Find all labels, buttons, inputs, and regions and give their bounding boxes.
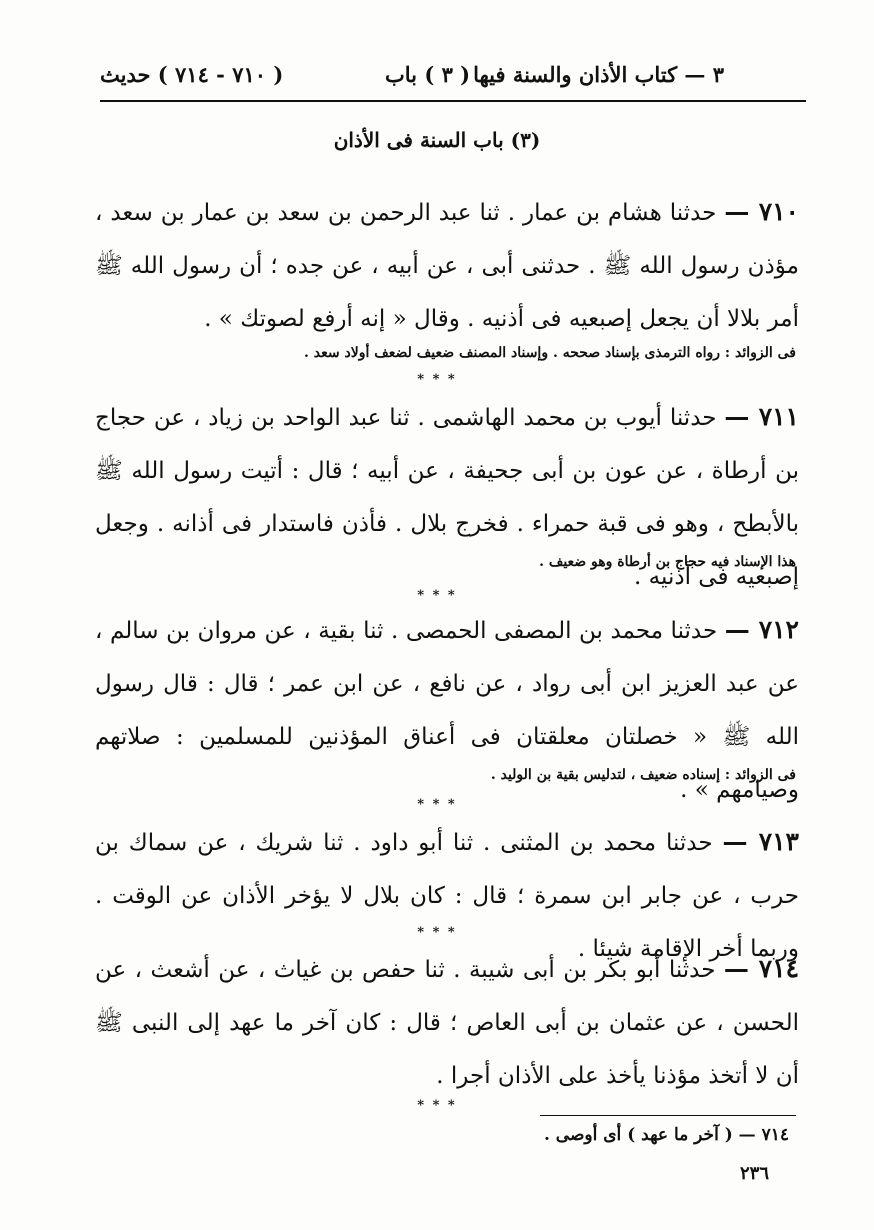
hadith-body: حدثنا محمد بن المثنى . ثنا أبو داود . ثنا شريك ، عن سماك بن حرب ، عن جابر ابن سمرة ؛ قال : كان بلال لا يؤخر الأذان عن الوقت . وربما أخر الإقامة شيئا . bbox=[95, 830, 799, 962]
footnote-divider bbox=[540, 1115, 796, 1116]
section-separator: * * * bbox=[417, 372, 457, 387]
section-separator: * * * bbox=[417, 797, 457, 812]
section-separator: * * * bbox=[417, 1098, 457, 1113]
hadith-number: ٧١٢ — bbox=[724, 615, 799, 644]
hadith-710-note: فى الزوائد : رواه الترمذى بإسناد صححه . وإسناد المصنف ضعيف لضعف أولاد سعد . bbox=[304, 345, 796, 361]
chapter-title: (٣) باب السنة فى الأذان bbox=[333, 128, 541, 152]
hadith-714 bbox=[95, 942, 799, 1103]
hadith-number: ٧١٠ — bbox=[724, 197, 799, 226]
hadith-number: ٧١١ — bbox=[724, 402, 799, 431]
running-title: ٣ — كتاب الأذان والسنة فيها bbox=[473, 62, 724, 87]
page-number: ٢٣٦ bbox=[739, 1163, 769, 1184]
hadith-number: ٧١٤ — bbox=[723, 954, 800, 983]
footnote: ٧١٤ — ( آخر ما عهد ) أى أوصى . bbox=[543, 1125, 789, 1145]
header-hadith-range: ( ٧١٠ - ٧١٤ ) حديث bbox=[100, 62, 284, 87]
hadith-body: حدثنا أبو بكر بن أبى شيبة . ثنا حفص بن غياث ، عن أشعث ، عن الحسن ، عن عثمان بن أبى العاص ؛ قال : كان آخر ما عهد إلى النبى ﷺ أن لا أتخذ مؤذنا يأخذ على الأذان أجرا . bbox=[95, 957, 799, 1089]
hadith-712-note: فى الزوائد : إسناده ضعيف ، لتدليس بقية بن الوليد . bbox=[490, 767, 796, 783]
header-bab-number: ( ٣ ) باب bbox=[385, 62, 471, 87]
hadith-body: حدثنا محمد بن المصفى الحمصى . ثنا بقية ، عن مروان بن سالم ، عن عبد العزيز ابن أبى رواد ، عن نافع ، عن ابن عمر ؛ قال : قال رسول الله ﷺ « خصلتان معلقتان فى أعناق المؤذنين للمسلمين : صلاتهم وصيامهم » . bbox=[95, 618, 799, 803]
section-separator: * * * bbox=[417, 925, 457, 940]
hadith-body: حدثنا هشام بن عمار . ثنا عبد الرحمن بن سعد بن عمار بن سعد ، مؤذن رسول الله ﷺ . حدثنى أبى ، عن أبيه ، عن جده ؛ أن رسول الله ﷺ أمر بلالا أن يجعل إصبعيه فى أذنيه . وقال « إنه أرفع لصوتك » . bbox=[95, 200, 799, 332]
hadith-711-note: هذا الإسناد فيه حجاج بن أرطاة وهو ضعيف . bbox=[539, 554, 796, 570]
hadith-number: ٧١٣ — bbox=[722, 827, 799, 856]
hadith-710 bbox=[95, 185, 799, 346]
hadith-712 bbox=[95, 603, 799, 817]
header-divider bbox=[100, 100, 806, 102]
section-separator: * * * bbox=[417, 588, 457, 603]
hadith-711 bbox=[95, 390, 799, 604]
hadith-body: حدثنا أيوب بن محمد الهاشمى . ثنا عبد الواحد بن زياد ، عن حجاج بن أرطاة ، عن عون بن أبى جحيفة ، عن أبيه ؛ قال : أتيت رسول الله ﷺ بالأبطح ، وهو فى قبة حمراء . فخرج بلال . فأذن فاستدار فى أذانه . وجعل إصبعيه فى أذنيه . bbox=[95, 405, 799, 590]
